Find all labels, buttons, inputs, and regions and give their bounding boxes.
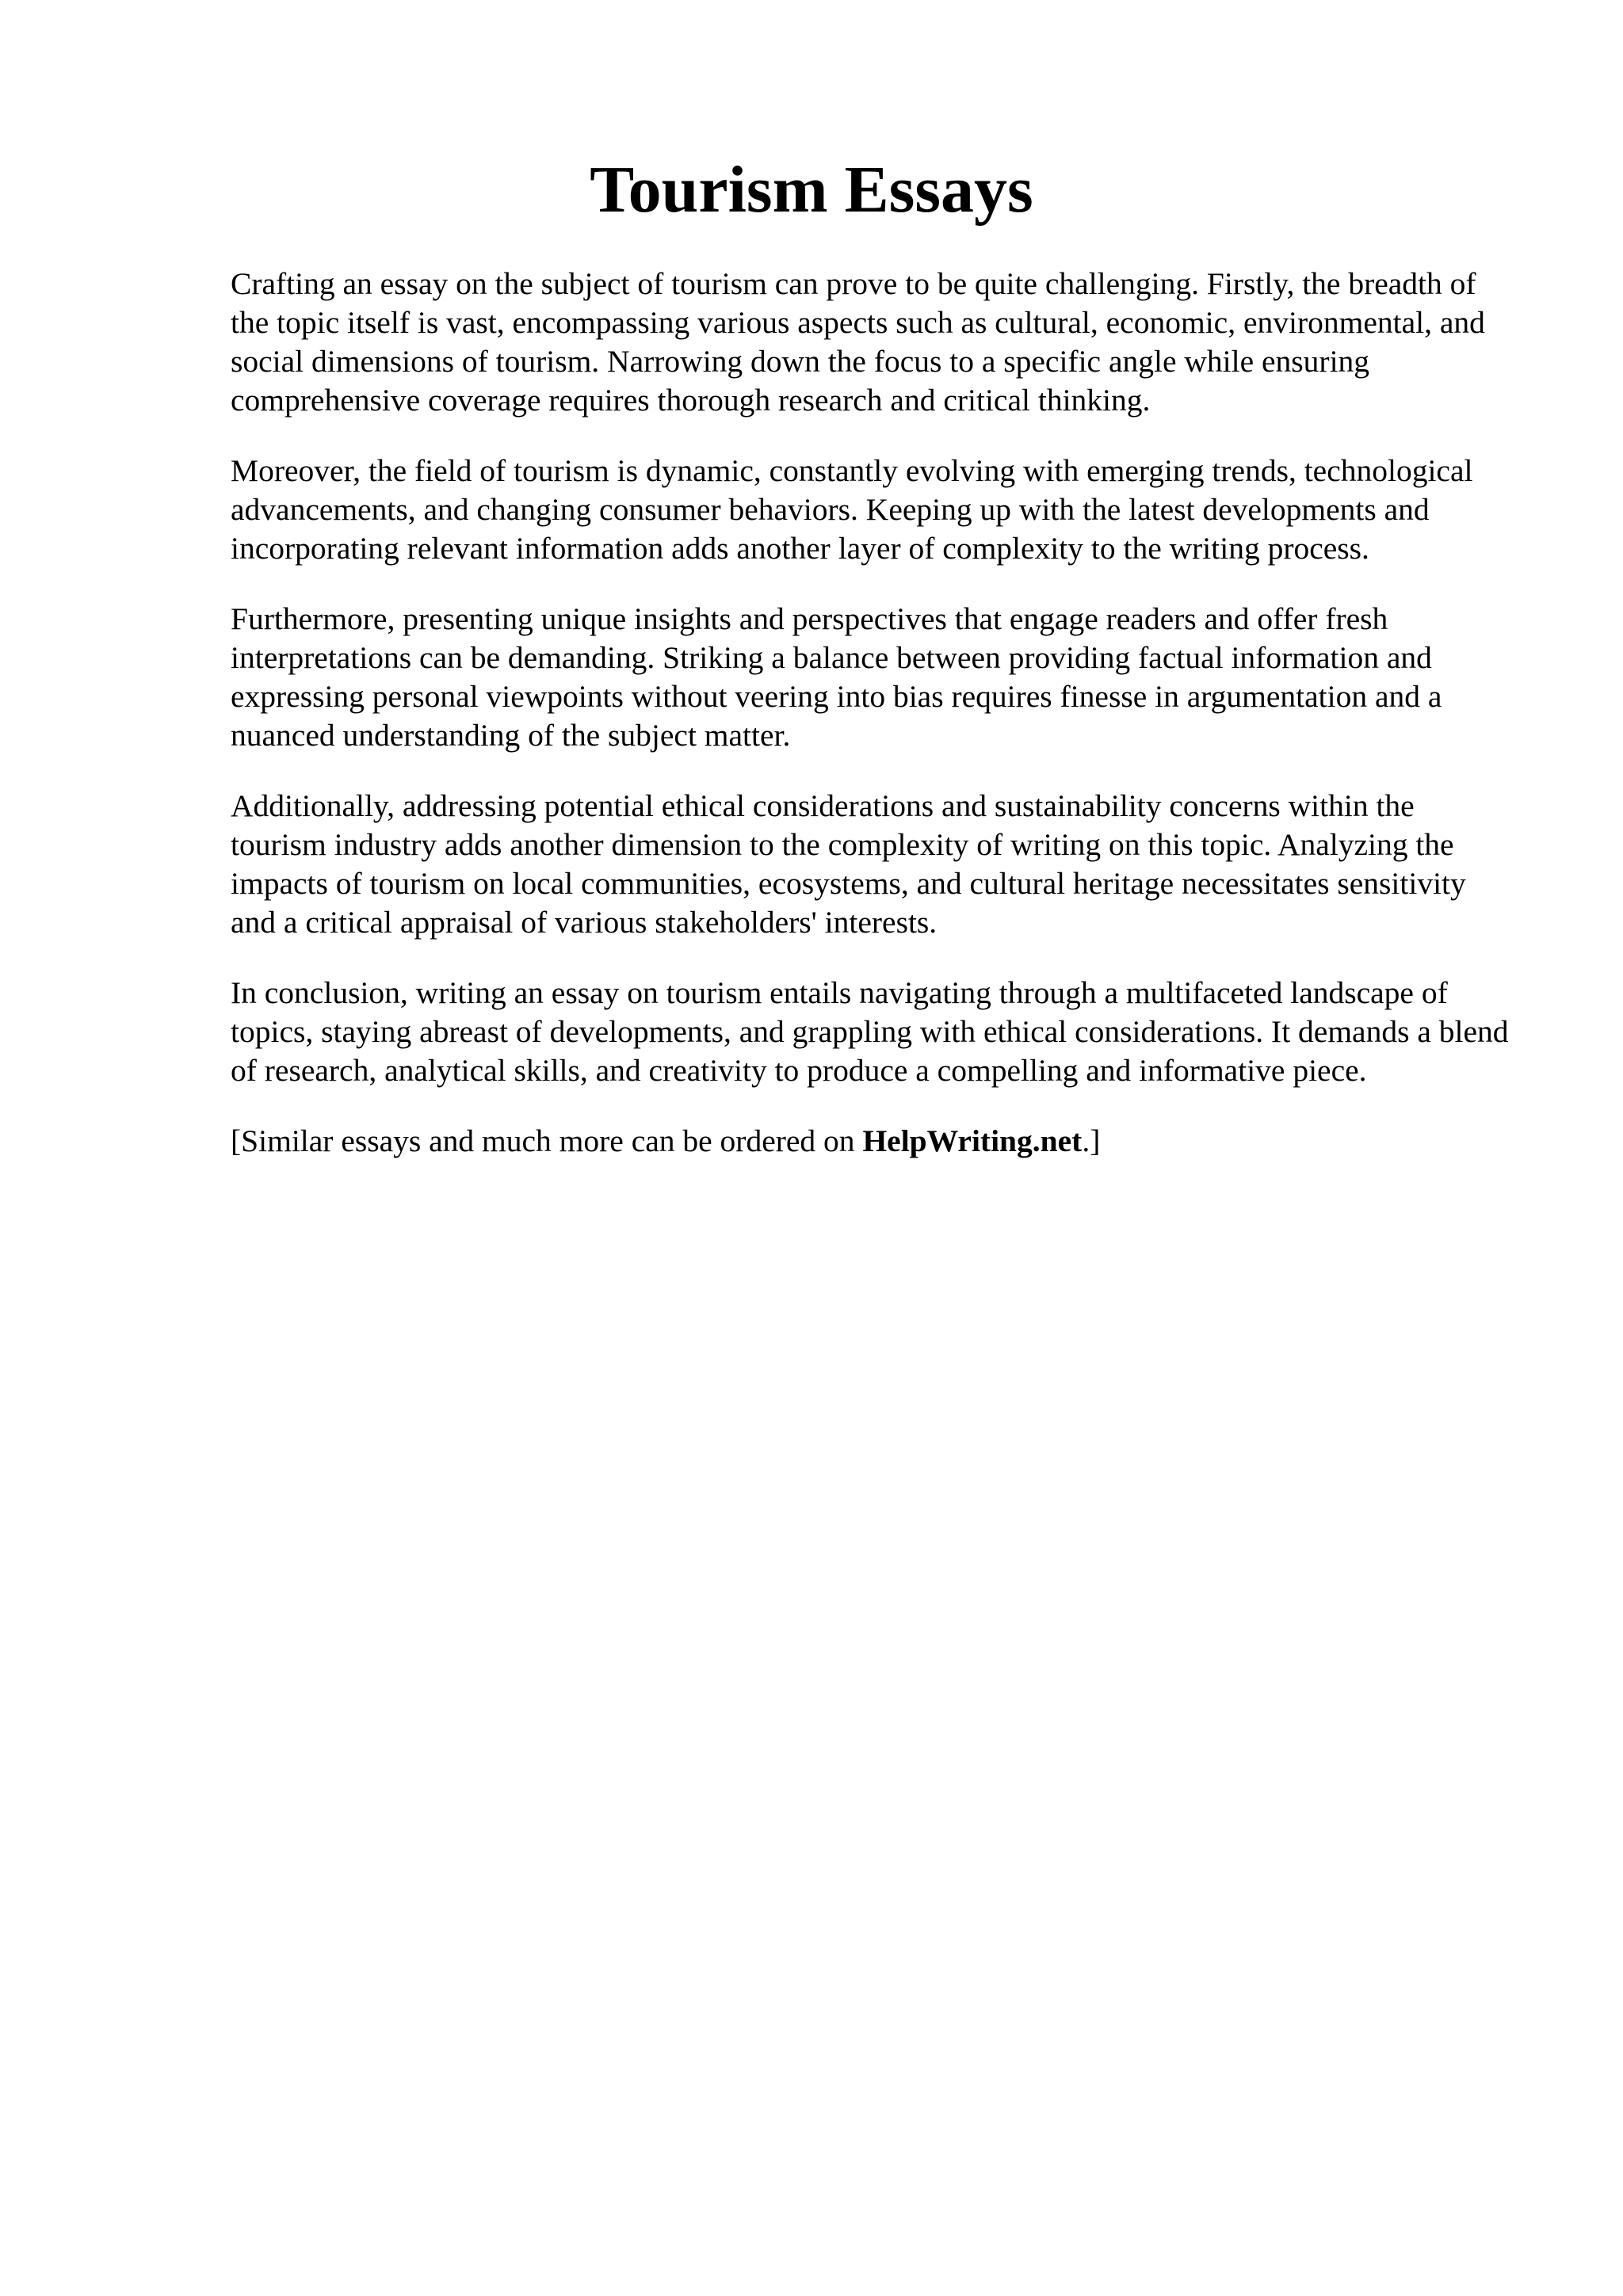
footer-prefix: [Similar essays and much more can be ordered on	[231, 1123, 863, 1158]
essay-body	[231, 265, 1514, 1192]
document-title: Tourism Essays	[590, 153, 1033, 227]
footer-suffix: .]	[1082, 1123, 1101, 1158]
paragraph-4: Additionally, addressing potential ethical considerations and sustainability concerns within the tourism industry adds another dimension to the complexity of writing on this topic. Analyzing the impacts of tourism on local communities, ecosystems, and cultural heritage necessitates sensitivity and a critical appraisal of various stakeholders' interests.	[231, 788, 1466, 940]
paragraph-5: In conclusion, writing an essay on tourism entails navigating through a multifaceted landscape of topics, staying abreast of developments, and grappling with ethical considerations. It demands a blend of research, analytical skills, and creativity to produce a compelling and informative piece.	[231, 975, 1509, 1088]
brand-link[interactable]: HelpWriting.net	[862, 1123, 1083, 1158]
paragraph-3: Furthermore, presenting unique insights and perspectives that engage readers and offer fresh interpretations can be demanding. Striking a balance between providing factual information and expressing personal viewpoints without veering into bias requires finesse in argumentation and a nuanced understanding of the subject matter.	[231, 601, 1442, 753]
footer-note	[231, 1122, 1514, 1161]
paragraph-2: Moreover, the field of tourism is dynamic, constantly evolving with emerging trends, technological advancements, and changing consumer behaviors. Keeping up with the latest developments and incorporating relevant information adds another layer of complexity to the writing process.	[231, 453, 1473, 566]
paragraph-1: Crafting an essay on the subject of tourism can prove to be quite challenging. Firstly, the breadth of the topic itself is vast, encompassing various aspects such as cultural, economic, environmental, and social dimensions of tourism. Narrowing down the focus to a specific angle while ensuring comprehensive coverage requires thorough research and critical thinking.	[231, 266, 1485, 418]
